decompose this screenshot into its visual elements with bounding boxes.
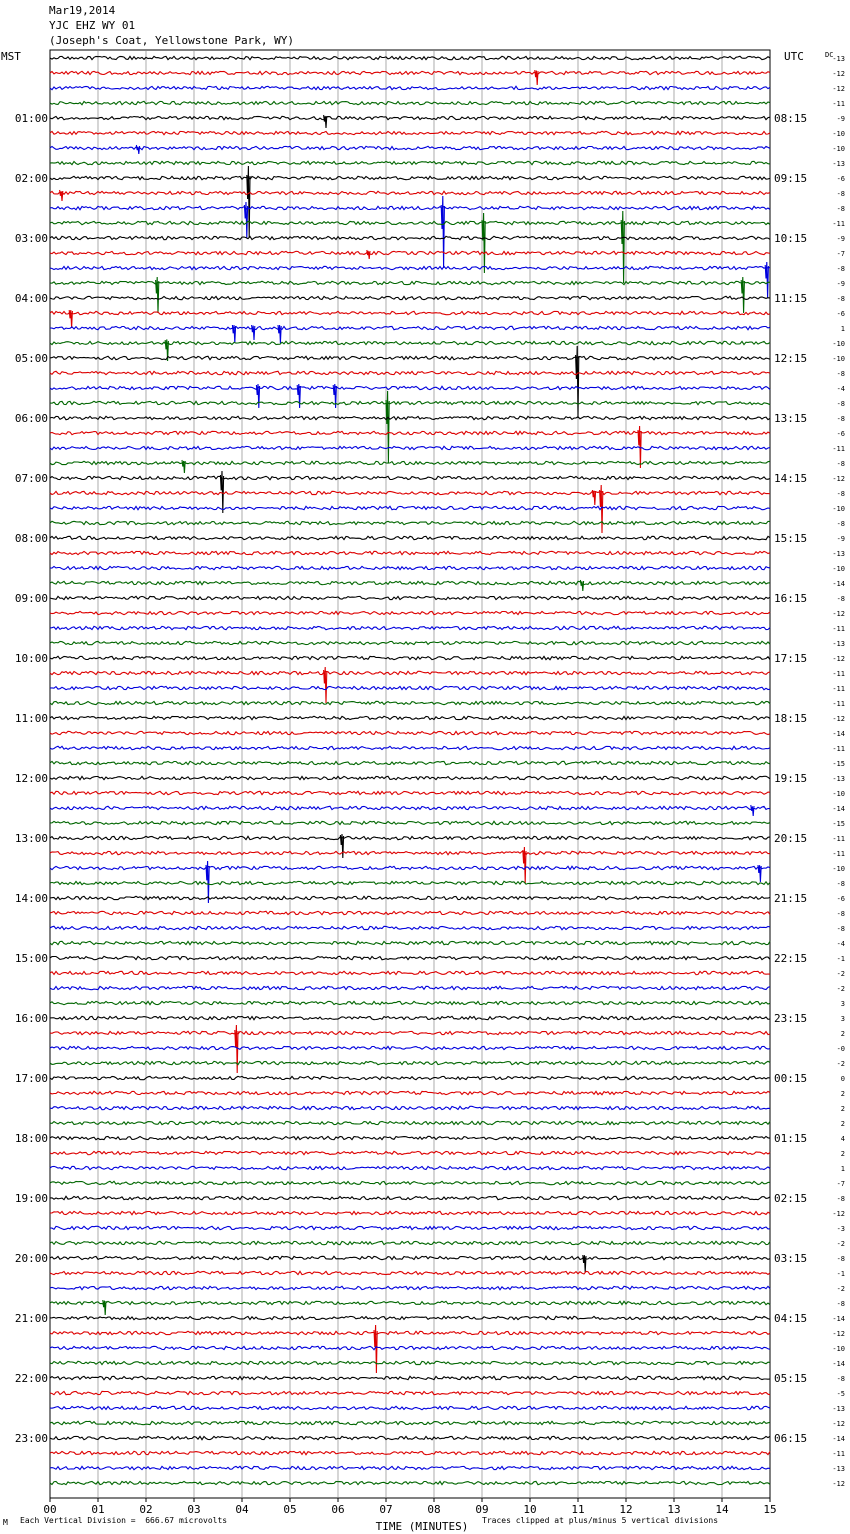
minute-tick-label: 15 [763, 1503, 777, 1516]
dc-offset-label: -8 [836, 1255, 845, 1263]
trace-line [50, 551, 770, 554]
hour-label-utc: 06:15 [774, 1432, 808, 1445]
minute-tick-label: 10 [523, 1503, 537, 1516]
hour-label-mst: 23:00 [14, 1432, 48, 1445]
hour-label-mst: 15:00 [14, 952, 48, 965]
dc-offset-label: -14 [832, 1360, 845, 1368]
trace-line [50, 190, 770, 201]
dc-offset-label: -8 [836, 415, 845, 423]
dc-offset-label: -12 [832, 1420, 845, 1428]
dc-offset-label: -6 [836, 430, 845, 438]
hour-label-mst: 02:00 [14, 172, 48, 185]
trace-line [50, 580, 770, 591]
dc-offset-label: -14 [832, 805, 845, 813]
dc-offset-label: -1 [836, 955, 845, 963]
dc-offset-label: -10 [832, 1345, 845, 1353]
trace-line [50, 566, 770, 569]
minute-tick-label: 03 [187, 1503, 201, 1516]
dc-offset-label: -8 [836, 295, 845, 303]
station-location: (Joseph's Coat, Yellowstone Park, WY) [49, 34, 295, 47]
trace-line [50, 776, 770, 779]
dc-offset-label: -7 [836, 1180, 845, 1188]
dc-offset-label: -8 [836, 910, 845, 918]
trace-line [50, 161, 770, 164]
dc-offset-label: 2 [840, 1120, 845, 1128]
trace-line [50, 847, 770, 883]
trace-line [50, 416, 770, 419]
hour-label-utc: 23:15 [774, 1012, 808, 1025]
trace-line [50, 1406, 770, 1409]
hour-label-utc: 18:15 [774, 712, 808, 725]
hour-label-utc: 21:15 [774, 892, 808, 905]
dc-offset-label: -9 [836, 280, 845, 288]
trace-line [50, 506, 770, 509]
hour-label-mst: 21:00 [14, 1312, 48, 1325]
dc-offset-label: -5 [836, 1390, 845, 1398]
dc-offset-label: -11 [832, 685, 845, 693]
hour-label-utc: 11:15 [774, 292, 808, 305]
dc-offset-label: -2 [836, 1285, 845, 1293]
hour-label-mst: 05:00 [14, 352, 48, 365]
trace-line [50, 1481, 770, 1484]
trace-line [50, 731, 770, 734]
dc-offset-label: -9 [836, 115, 845, 123]
trace-line [50, 1061, 770, 1064]
dc-offset-label: -12 [832, 1480, 845, 1488]
trace-line [50, 310, 770, 328]
trace-line [50, 446, 770, 449]
trace-line [50, 1451, 770, 1454]
trace-line [50, 101, 770, 104]
hour-label-utc: 17:15 [774, 652, 808, 665]
dc-offset-label: -0 [836, 1045, 845, 1053]
dc-offset-label: 3 [840, 1015, 845, 1023]
dc-offset-label: -11 [832, 850, 845, 858]
dc-offset-label: -12 [832, 1330, 845, 1338]
dc-offset-label: -12 [832, 715, 845, 723]
station-code: YJC EHZ WY 01 [49, 19, 136, 32]
dc-offset-label: 3 [840, 1000, 845, 1008]
minute-tick-label: 07 [379, 1503, 393, 1516]
dc-offset-label: -10 [832, 355, 845, 363]
trace-line [50, 236, 770, 239]
hour-label-mst: 01:00 [14, 112, 48, 125]
dc-offset-label: -8 [836, 925, 845, 933]
dc-offset-label: -11 [832, 1450, 845, 1458]
trace-line [50, 391, 770, 463]
hour-label-mst: 09:00 [14, 592, 48, 605]
trace-line [50, 626, 770, 629]
trace-line [50, 86, 770, 89]
dc-offset-label: -14 [832, 730, 845, 738]
dc-offset-label: -15 [832, 820, 845, 828]
trace-line [50, 1241, 770, 1244]
hour-label-mst: 20:00 [14, 1252, 48, 1265]
trace-line [50, 115, 770, 128]
dc-offset-label: -8 [836, 205, 845, 213]
trace-line [50, 1361, 770, 1364]
hour-label-utc: 00:15 [774, 1072, 808, 1085]
dc-offset-label: 1 [840, 325, 845, 333]
dc-offset-label: -7 [836, 250, 845, 258]
hour-label-mst: 12:00 [14, 772, 48, 785]
dc-offset-label: -12 [832, 1210, 845, 1218]
dc-offset-label: -12 [832, 85, 845, 93]
dc-offset-label: -11 [832, 100, 845, 108]
dc-offset-label: -8 [836, 520, 845, 528]
dc-offset-label: -8 [836, 265, 845, 273]
left-timezone-label: MST [1, 50, 21, 63]
hour-label-utc: 19:15 [774, 772, 808, 785]
hour-label-mst: 06:00 [14, 412, 48, 425]
hour-label-utc: 14:15 [774, 472, 808, 485]
trace-line [50, 1046, 770, 1049]
minute-tick-label: 12 [619, 1503, 633, 1516]
trace-line [50, 701, 770, 704]
dc-offset-label: 2 [840, 1030, 845, 1038]
trace-line [50, 1151, 770, 1154]
dc-offset-label: -2 [836, 985, 845, 993]
minute-tick-label: 14 [715, 1503, 729, 1516]
plot-date: Mar19,2014 [49, 4, 116, 17]
dc-offset-label: 2 [840, 1150, 845, 1158]
trace-line [50, 1001, 770, 1004]
minute-tick-label: 00 [43, 1503, 57, 1516]
trace-line [50, 821, 770, 824]
trace-line [50, 716, 770, 719]
dc-offset-label: -10 [832, 130, 845, 138]
dc-offset-label: -8 [836, 370, 845, 378]
dc-offset-label: 4 [840, 1135, 845, 1143]
trace-line [50, 1136, 770, 1139]
dc-offset-label: -15 [832, 760, 845, 768]
trace-line [50, 1391, 770, 1394]
trace-line [50, 536, 770, 539]
trace-line [50, 196, 770, 268]
dc-offset-label: -10 [832, 565, 845, 573]
trace-line [50, 956, 770, 959]
dc-offset-label: -13 [832, 640, 845, 648]
trace-line [50, 1300, 770, 1315]
trace-line [50, 596, 770, 599]
minute-tick-label: 05 [283, 1503, 297, 1516]
dc-offset-label: -6 [836, 175, 845, 183]
hour-label-utc: 16:15 [774, 592, 808, 605]
trace-line [50, 346, 770, 418]
trace-line [50, 1025, 770, 1073]
dc-offset-label: -4 [836, 385, 845, 393]
trace-line [50, 1436, 770, 1439]
trace-line [50, 761, 770, 764]
dc-offset-label: -10 [832, 145, 845, 153]
hour-label-mst: 13:00 [14, 832, 48, 845]
hour-label-utc: 08:15 [774, 112, 808, 125]
x-axis-label: TIME (MINUTES) [375, 1520, 469, 1533]
trace-line [50, 1181, 770, 1184]
hour-label-utc: 02:15 [774, 1192, 808, 1205]
dc-offset-label: -8 [836, 190, 845, 198]
dc-offset-label: -12 [832, 475, 845, 483]
trace-line [50, 325, 770, 343]
minute-tick-label: 02 [139, 1503, 153, 1516]
minute-tick-label: 04 [235, 1503, 249, 1516]
trace-line [50, 1211, 770, 1214]
minute-tick-label: 06 [331, 1503, 345, 1516]
dc-offset-label: -4 [836, 940, 845, 948]
hour-label-mst: 04:00 [14, 292, 48, 305]
trace-line [50, 1421, 770, 1424]
trace-line [50, 371, 770, 374]
dc-offset-label: -12 [832, 655, 845, 663]
footer-mark: M [3, 1518, 8, 1527]
trace-line [50, 911, 770, 914]
trace-line [50, 941, 770, 944]
trace-line [50, 1196, 770, 1199]
hour-label-mst: 08:00 [14, 532, 48, 545]
dc-offset-label: -13 [832, 160, 845, 168]
dc-offset-label: -11 [832, 835, 845, 843]
trace-line [50, 926, 770, 929]
trace-line [50, 1286, 770, 1289]
dc-offset-label: -8 [836, 1300, 845, 1308]
dc-offset-label: -6 [836, 895, 845, 903]
hour-label-mst: 17:00 [14, 1072, 48, 1085]
trace-line [50, 1226, 770, 1229]
dc-offset-label: -2 [836, 970, 845, 978]
trace-line [50, 1466, 770, 1469]
dc-offset-label: 2 [840, 1105, 845, 1113]
hour-label-mst: 16:00 [14, 1012, 48, 1025]
dc-offset-label: -3 [836, 1225, 845, 1233]
trace-line [50, 250, 770, 259]
trace-line [50, 881, 770, 884]
hour-label-mst: 19:00 [14, 1192, 48, 1205]
dc-offset-label: -8 [836, 595, 845, 603]
dc-offset-label: -10 [832, 865, 845, 873]
dc-offset-label: -14 [832, 1435, 845, 1443]
dc-offset-label: -10 [832, 340, 845, 348]
trace-line [50, 1076, 770, 1079]
dc-offset-label: -10 [832, 505, 845, 513]
dc-offset-label: -10 [832, 790, 845, 798]
hour-label-mst: 10:00 [14, 652, 48, 665]
dc-offset-label: -14 [832, 580, 845, 588]
trace-line [50, 1106, 770, 1109]
hour-label-mst: 18:00 [14, 1132, 48, 1145]
trace-line [50, 1121, 770, 1124]
dc-offset-label: -9 [836, 535, 845, 543]
dc-offset-label: -13 [832, 550, 845, 558]
minute-tick-label: 11 [571, 1503, 585, 1516]
hour-label-utc: 09:15 [774, 172, 808, 185]
hour-label-utc: 10:15 [774, 232, 808, 245]
trace-line [50, 277, 770, 313]
hour-label-mst: 07:00 [14, 472, 48, 485]
dc-offset-label: -11 [832, 220, 845, 228]
dc-offset-label: -11 [832, 745, 845, 753]
dc-offset-label: 2 [840, 1090, 845, 1098]
minute-tick-label: 13 [667, 1503, 681, 1516]
trace-line [50, 131, 770, 134]
trace-line [50, 1016, 770, 1019]
trace-line [50, 896, 770, 899]
dc-offset-label: -8 [836, 1375, 845, 1383]
dc-offset-label: -11 [832, 670, 845, 678]
trace-line [50, 1346, 770, 1349]
dc-offset-label: -9 [836, 235, 845, 243]
dc-offset-label: 1 [840, 1165, 845, 1173]
dc-offset-label: -8 [836, 490, 845, 498]
minute-tick-label: 09 [475, 1503, 489, 1516]
dc-offset-label: -11 [832, 625, 845, 633]
dc-offset-label: -11 [832, 445, 845, 453]
dc-offset-label: -8 [836, 1195, 845, 1203]
trace-line [50, 70, 770, 85]
dc-offset-label: -13 [832, 55, 845, 63]
hour-label-utc: 05:15 [774, 1372, 808, 1385]
minute-tick-label: 01 [91, 1503, 105, 1516]
trace-line [50, 971, 770, 974]
trace-line [50, 1316, 770, 1319]
dc-offset-label: -14 [832, 1315, 845, 1323]
trace-line [50, 986, 770, 989]
hour-label-utc: 15:15 [774, 532, 808, 545]
trace-line [50, 1166, 770, 1169]
trace-line [50, 521, 770, 524]
dc-offset-label: -1 [836, 1270, 845, 1278]
hour-label-utc: 12:15 [774, 352, 808, 365]
hour-label-mst: 03:00 [14, 232, 48, 245]
hour-label-utc: 01:15 [774, 1132, 808, 1145]
trace-line [50, 145, 770, 154]
hour-label-utc: 22:15 [774, 952, 808, 965]
dc-offset-label: -12 [832, 610, 845, 618]
trace-line [50, 1255, 770, 1272]
hour-label-mst: 14:00 [14, 892, 48, 905]
clip-note: Traces clipped at plus/minus 5 vertical divisions [482, 1516, 719, 1525]
minute-tick-label: 08 [427, 1503, 441, 1516]
dc-offset-label: 0 [840, 1075, 845, 1083]
scale-note: Each Vertical Division = 666.67 microvolts [20, 1516, 228, 1525]
dc-offset-label: -13 [832, 775, 845, 783]
dc-offset-label: -2 [836, 1240, 845, 1248]
dc-offset-label: -8 [836, 400, 845, 408]
right-timezone-label: UTC [784, 50, 804, 63]
trace-line [50, 791, 770, 794]
hour-label-mst: 22:00 [14, 1372, 48, 1385]
dc-offset-label: -8 [836, 460, 845, 468]
trace-line [50, 667, 770, 703]
dc-offset-label: -8 [836, 880, 845, 888]
trace-line [50, 805, 770, 816]
dc-offset-label: -6 [836, 310, 845, 318]
hour-label-utc: 20:15 [774, 832, 808, 845]
hour-label-utc: 04:15 [774, 1312, 808, 1325]
trace-line [50, 746, 770, 749]
trace-line [50, 656, 770, 659]
trace-line [50, 611, 770, 614]
hour-label-utc: 13:15 [774, 412, 808, 425]
dc-offset-label: -13 [832, 1405, 845, 1413]
trace-line [50, 686, 770, 689]
trace-line [50, 1271, 770, 1274]
trace-line [50, 1376, 770, 1379]
hour-label-utc: 03:15 [774, 1252, 808, 1265]
dc-column-label: DC [825, 51, 834, 59]
trace-line [50, 1091, 770, 1094]
hour-label-mst: 11:00 [14, 712, 48, 725]
trace-line [50, 166, 770, 238]
dc-offset-label: -13 [832, 1465, 845, 1473]
trace-line [50, 641, 770, 644]
dc-offset-label: -12 [832, 70, 845, 78]
trace-line [50, 460, 770, 473]
trace-line [50, 211, 770, 283]
trace-line [50, 56, 770, 59]
dc-offset-label: -2 [836, 1060, 845, 1068]
dc-offset-label: -11 [832, 700, 845, 708]
